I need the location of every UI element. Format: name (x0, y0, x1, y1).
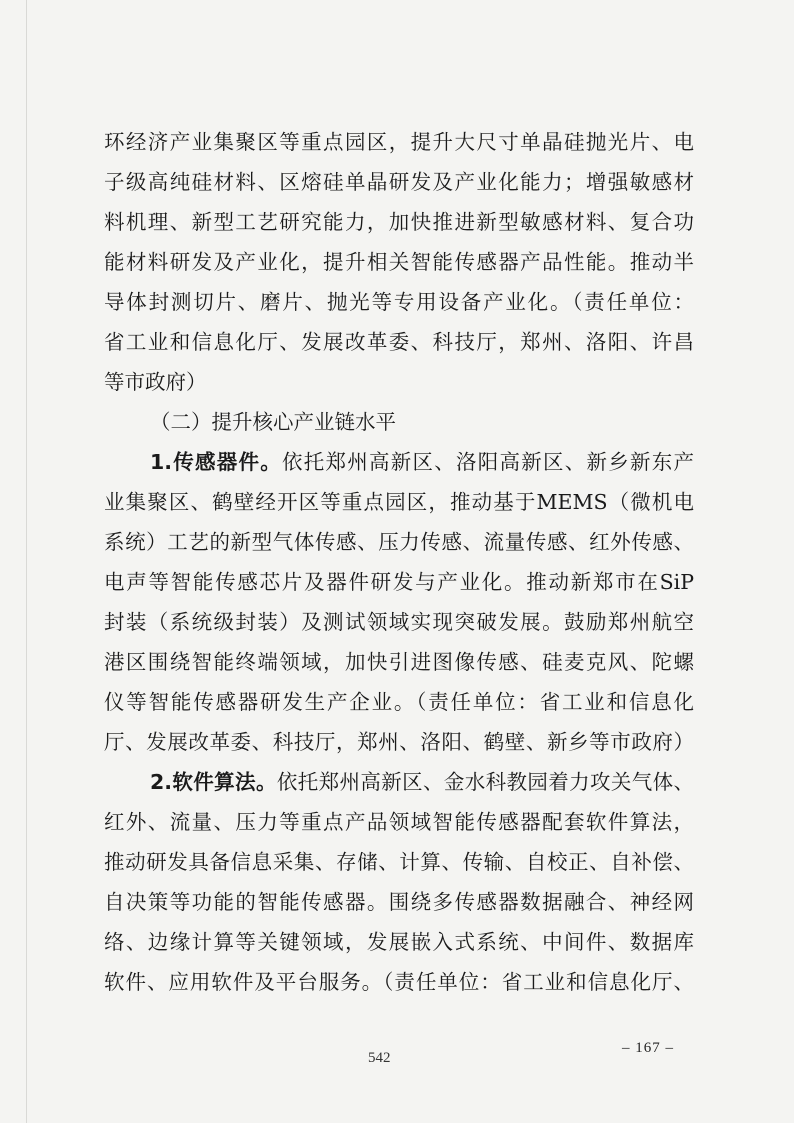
page-number-right: – 167 – (622, 1040, 674, 1056)
item2-title: 2.软件算法。 (150, 770, 277, 794)
paragraph-line: 料机理、新型工艺研究能力，加快推进新型敏感材料、复合功 (104, 210, 694, 234)
paragraph-line: 子级高纯硅材料、区熔硅单晶研发及产业化能力；增强敏感材 (104, 170, 694, 194)
item2-line: 自决策等功能的智能传感器。围绕多传感器数据融合、神经网 (104, 890, 694, 914)
item2-line: 推动研发具备信息采集、存储、计算、传输、自校正、自补偿、 (104, 850, 694, 874)
item1-line: 港区围绕智能终端领域，加快引进图像传感、硅麦克风、陀螺 (104, 650, 694, 674)
item2-line: 络、边缘计算等关键领域，发展嵌入式系统、中间件、数据库 (104, 930, 694, 954)
item1-title: 1.传感器件。 (150, 450, 283, 474)
paragraph-line: 等市政府） (104, 370, 207, 394)
section-heading: （二）提升核心产业链水平 (150, 410, 396, 434)
item1-line: 系统）工艺的新型气体传感、压力传感、流量传感、红外传感、 (104, 530, 694, 554)
item1-line: 封装（系统级封装）及测试领域实现突破发展。鼓励郑州航空 (104, 610, 694, 634)
item1-first-text: 依托郑州高新区、洛阳高新区、新乡新东产 (282, 450, 694, 474)
document-body (104, 122, 694, 1002)
page-number-center: 542 (368, 1050, 391, 1066)
item1-line: 电声等智能传感芯片及器件研发与产业化。推动新郑市在SiP (104, 570, 694, 594)
item1-line: 仪等智能传感器研发生产企业。（责任单位：省工业和信息化 (104, 690, 694, 714)
paragraph-line: 环经济产业集聚区等重点园区，提升大尺寸单晶硅抛光片、电 (104, 130, 694, 154)
item2-first-text: 依托郑州高新区、金水科教园着力攻关气体、 (276, 770, 694, 794)
item1-line: 业集聚区、鹤壁经开区等重点园区，推动基于MEMS（微机电 (104, 490, 694, 514)
item1-first-line (104, 442, 694, 482)
scan-edge-line (26, 0, 27, 1123)
paragraph-line: 省工业和信息化厅、发展改革委、科技厅，郑州、洛阳、许昌 (104, 330, 694, 354)
item2-line: 红外、流量、压力等重点产品领域智能传感器配套软件算法， (104, 810, 694, 834)
item2-line: 软件、应用软件及平台服务。（责任单位：省工业和信息化厅、 (104, 970, 694, 994)
item1-line: 厅、发展改革委、科技厅，郑州、洛阳、鹤壁、新乡等市政府） (104, 730, 694, 754)
paragraph-line: 能材料研发及产业化，提升相关智能传感器产品性能。推动半 (104, 250, 694, 274)
item2-first-line (104, 762, 694, 802)
paragraph-line: 导体封测切片、磨片、抛光等专用设备产业化。（责任单位： (104, 290, 694, 314)
